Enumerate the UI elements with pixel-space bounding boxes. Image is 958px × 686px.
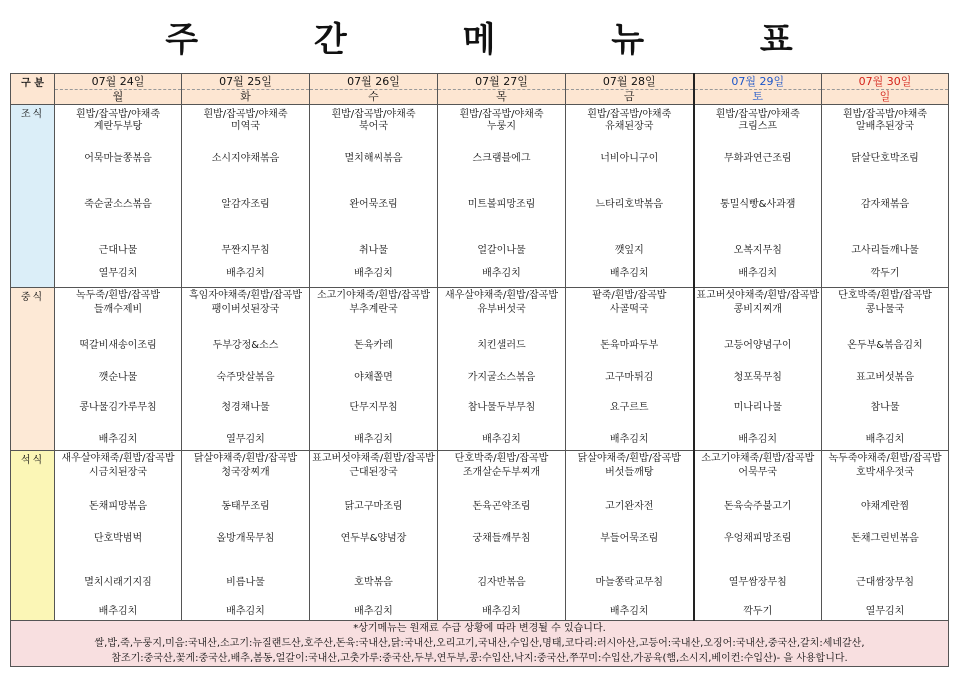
weekday-label: 일 [879,90,891,103]
menu-cell [694,451,822,621]
menu-item: 소시지야채볶음 [211,153,280,164]
weekday-label: 수 [368,90,379,103]
date-label: 07월 29일 [695,74,822,90]
menu-item: 김자반볶음 [477,577,526,588]
menu-cell [566,288,694,451]
staple-item: 흰밥/잡곡밥/야채죽 [203,109,288,120]
menu-item: 어묵무국 [738,467,778,478]
origin-info-line-2: 참조기:중국산,꽃게:중국산,배추,봄동,얼갈이:국내산,고춧가루:중국산,두부,연두부,콩:수입산,낙지:중국산,쭈꾸미:수입산,가공육(햄,소시지,베이컨:수입산)- 을 사용합니다. [111,653,848,664]
menu-item: 계란두부탕 [93,121,143,132]
menu-item: 배추김치 [354,606,393,617]
menu-item: 스크램블에그 [472,153,531,164]
menu-cell [566,105,694,288]
staple-item: 새우살야채죽/흰밥/잡곡밥 [445,290,558,301]
menu-item: 비름나물 [226,577,265,588]
staple-item: 흰밥/잡곡밥/야채죽 [459,109,544,120]
menu-item: 배추김치 [865,434,905,445]
menu-item: 배추김치 [609,606,649,617]
menu-item: 배추김치 [354,434,393,445]
menu-item: 고구마튀김 [605,372,654,383]
menu-item: 고사리들깨나물 [851,245,919,256]
menu-cell [182,288,310,451]
day-header-tue [182,74,310,105]
menu-item: 배추김치 [98,434,138,445]
menu-item: 돈채피망볶음 [89,501,147,512]
menu-item: 배추김치 [482,434,521,445]
menu-cell [55,288,182,451]
menu-item: 배추김치 [354,268,393,279]
lunch-row [11,288,949,451]
menu-item: 근대나물 [98,245,138,256]
staple-item: 소고기야채죽/흰밥/잡곡밥 [317,290,430,301]
breakfast-row [11,105,949,288]
menu-item: 떡갈비새송이조림 [79,340,157,351]
menu-item: 콩나물국 [865,304,905,315]
staple-item: 흰밥/잡곡밥/야채죽 [75,109,161,120]
menu-item: 숙주맛살볶음 [216,372,275,383]
staple-item: 닭살야채죽/흰밥/잡곡밥 [577,453,681,464]
menu-item: 완어묵조림 [349,199,398,210]
menu-item: 사골떡국 [609,304,649,315]
menu-item: 근대된장국 [349,467,398,478]
menu-item: 조개살순두부찌개 [462,467,541,478]
menu-item: 시금치된장국 [89,467,147,478]
menu-item: 참나물두부무침 [467,402,536,413]
menu-item: 배추김치 [738,434,778,445]
menu-item: 청국장찌개 [221,467,270,478]
menu-item: 오복지무침 [733,245,782,256]
menu-item: 콩비지찌개 [733,304,782,315]
menu-item: 우엉채피망조림 [723,533,792,544]
menu-item: 죽순굴소스볶음 [84,199,152,210]
menu-item: 부추계란국 [349,304,398,315]
menu-item: 콩나물김가루무침 [79,402,157,413]
menu-item: 너비아니구이 [600,153,659,164]
menu-item: 버섯들깨탕 [605,467,654,478]
day-header-thu [438,74,566,105]
menu-cell [438,288,566,451]
day-header-wed [310,74,438,105]
page-title: 주 간 메 뉴 표 [165,20,845,60]
meal-label-dinner: 석식 [11,451,55,621]
staple-item: 단호박죽/흰밥/잡곡밥 [454,453,549,464]
date-label: 07월 27일 [438,74,565,90]
menu-item: 치킨샐러드 [477,340,526,351]
menu-cell [438,451,566,621]
menu-cell [438,105,566,288]
weekday-label: 목 [496,90,507,103]
menu-item: 배추김치 [98,606,138,617]
menu-item: 미트볼피망조림 [467,199,536,210]
staple-item: 흑임자야채죽/흰밥/잡곡밥 [189,290,302,301]
menu-cell [310,288,438,451]
staple-item: 팥죽/흰밥/잡곡밥 [592,290,667,301]
menu-item: 호박볶음 [354,577,393,588]
menu-item: 통밀식빵&사과잼 [720,199,796,210]
change-notice: *상기메뉴는 원재료 수급 상황에 따라 변경될 수 있습니다. [353,623,606,634]
menu-cell [310,105,438,288]
menu-item: 깻잎지 [614,245,644,256]
menu-item: 단호박범벅 [93,533,143,544]
menu-cell [55,451,182,621]
date-label: 07월 25일 [182,74,309,90]
menu-item: 들깨수제비 [93,304,143,315]
menu-item: 참나물 [870,402,900,413]
staple-item: 녹두죽/흰밥/잡곡밥 [75,290,161,301]
menu-item: 닭살단호박조림 [851,153,919,164]
menu-item: 닭고구마조림 [344,501,403,512]
menu-item: 배추김치 [609,268,649,279]
menu-item: 깍두기 [870,268,900,279]
weekday-label: 금 [623,90,635,103]
menu-item: 부들어묵조림 [600,533,659,544]
footer-notice [11,621,949,667]
menu-item: 돈육숙주불고기 [723,501,792,512]
menu-item: 근대쌈장무침 [856,577,914,588]
menu-cell [182,451,310,621]
menu-item: 알감자조림 [221,199,270,210]
staple-item: 표고버섯야채죽/흰밥/잡곡밥 [696,290,820,301]
date-label: 07월 28일 [566,74,693,90]
menu-item: 미역국 [231,121,260,132]
menu-item: 누룽지 [487,121,516,132]
menu-item: 야채쫄면 [354,372,393,383]
date-label: 07월 24일 [55,74,181,90]
menu-item: 배추김치 [609,434,649,445]
menu-item: 궁채들깨무침 [472,533,531,544]
staple-item: 표고버섯야채죽/흰밥/잡곡밥 [312,453,435,464]
menu-item: 야채계란찜 [860,501,910,512]
menu-item: 감자채볶음 [860,199,910,210]
menu-item: 무화과연근조림 [723,153,792,164]
menu-item: 느타리호박볶음 [595,199,664,210]
menu-item: 청경채나물 [221,402,270,413]
menu-item: 어묵마늘쫑볶음 [84,153,152,164]
date-label: 07월 30일 [822,74,948,90]
meal-label-lunch: 중식 [11,288,55,451]
menu-item: 두부강정&소스 [212,340,279,351]
menu-item: 열무김치 [98,268,138,279]
menu-item: 돈육마파두부 [600,340,659,351]
weekly-menu-table [10,73,949,667]
menu-item: 돈육곤약조림 [472,501,531,512]
menu-item: 멸치해씨볶음 [344,153,403,164]
menu-item: 미나리나물 [733,402,782,413]
day-header-mon [55,74,182,105]
menu-item: 고기완자전 [605,501,654,512]
menu-item: 얼갈이나물 [477,245,526,256]
menu-cell [55,105,182,288]
meal-label-breakfast: 조식 [11,105,55,288]
weekday-label: 화 [240,90,251,103]
menu-item: 돈육카레 [354,340,393,351]
menu-item: 무짠지무침 [221,245,270,256]
menu-item: 동태무조림 [221,501,270,512]
staple-item: 흰밥/잡곡밥/야채죽 [715,109,800,120]
menu-item: 북어국 [359,121,388,132]
menu-item: 알배추된장국 [856,121,914,132]
menu-item: 호박새우젓국 [856,467,914,478]
staple-item: 닭살야채죽/흰밥/잡곡밥 [193,453,298,464]
menu-item: 배추김치 [738,268,778,279]
staple-item: 소고기야채죽/흰밥/잡곡밥 [701,453,815,464]
menu-item: 올방개묵무침 [216,533,275,544]
menu-item: 청포묵무침 [733,372,782,383]
day-header-sun [822,74,949,105]
menu-item: 열무쌈장무침 [728,577,787,588]
menu-item: 열무김치 [865,606,905,617]
origin-info-line-1: 쌀,밥,죽,누룽지,미음:국내산,소고기:뉴질랜드산,호주산,돈육:국내산,닭:국내산,오리고기,국내산,수입산,명태,코다리:러시아산,고등어:국내산,오징어:국내산,중국산,갈치:세네갈산, [94,638,865,649]
menu-item: 깍두기 [743,606,773,617]
menu-item: 마늘쫑락교무침 [595,577,664,588]
menu-item: 배추김치 [482,268,521,279]
weekday-label: 월 [112,90,124,103]
menu-item: 고등어양념구이 [723,340,792,351]
menu-item: 표고버섯볶음 [856,372,914,383]
menu-item: 요구르트 [609,402,649,413]
dinner-row [11,451,949,621]
day-header-sat [694,74,822,105]
staple-item: 단호박죽/흰밥/잡곡밥 [838,290,932,301]
menu-cell [822,105,949,288]
menu-cell [182,105,310,288]
menu-item: 취나물 [359,245,388,256]
menu-cell [694,288,822,451]
gubun-header: 구 분 [11,74,55,105]
staple-item: 흰밥/잡곡밥/야채죽 [331,109,416,120]
menu-item: 연두부&양념장 [340,533,407,544]
weekday-label: 토 [752,90,764,103]
menu-item: 유부버섯국 [477,304,526,315]
menu-item: 단무지무침 [349,402,398,413]
menu-item: 깻순나물 [98,372,138,383]
day-header-fri [566,74,694,105]
staple-item: 녹두죽야채죽/흰밥/잡곡밥 [828,453,942,464]
menu-item: 배추김치 [226,606,265,617]
menu-item: 유채된장국 [605,121,654,132]
menu-cell [822,451,949,621]
menu-item: 돈채그린빈볶음 [851,533,919,544]
date-label: 07월 26일 [310,74,437,90]
menu-item: 팽이버섯된장국 [211,304,280,315]
menu-cell [310,451,438,621]
menu-item: 온두부&볶음김치 [847,340,923,351]
menu-cell [694,105,822,288]
menu-item: 멸치시래기지짐 [84,577,152,588]
staple-item: 흰밥/잡곡밥/야채죽 [587,109,672,120]
menu-cell [566,451,694,621]
staple-item: 새우살야채죽/흰밥/잡곡밥 [61,453,175,464]
staple-item: 흰밥/잡곡밥/야채죽 [842,109,928,120]
menu-item: 배추김치 [482,606,521,617]
menu-item: 가지굴소스볶음 [467,372,536,383]
menu-item: 배추김치 [226,268,265,279]
menu-item: 크림스프 [738,121,778,132]
menu-item: 열무김치 [226,434,265,445]
menu-cell [822,288,949,451]
